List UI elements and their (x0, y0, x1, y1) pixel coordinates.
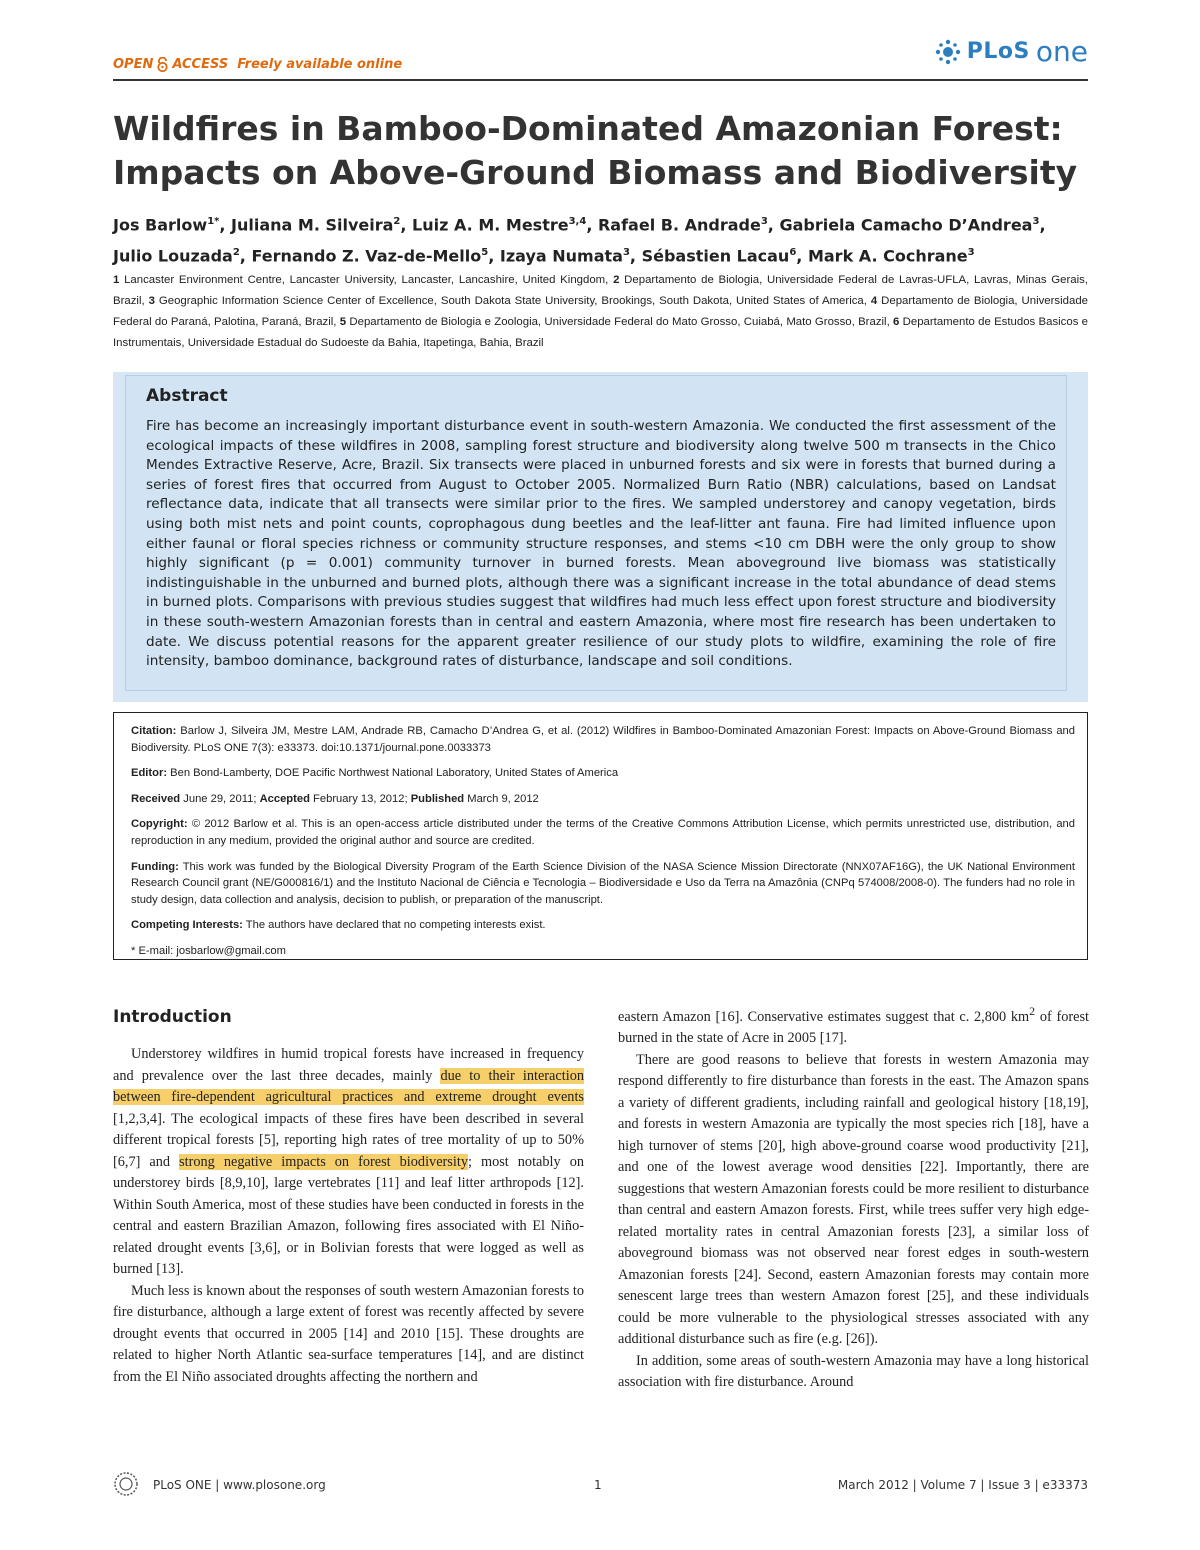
abstract-box (113, 372, 1088, 702)
highlighted-text[interactable]: due to their interaction between fire-dependent agricultural practices and extreme drought events (113, 1067, 584, 1105)
editor-label: Editor: (131, 767, 168, 780)
article-title: Wildfires in Bamboo-Dominated Amazonian Forest: Impacts on Above-Ground Biomass and Biodiversity (113, 109, 1078, 192)
funding-text: This work was funded by the Biological Diversity Program of the Earth Science Division of the NASA Science Mission Directorate (NNX07AF16G), the UK National Environment Research Council grant (NE/G000816/1) and the Instituto Nacional de Ciência e Tecnologia – Biodiversidade e Uso da Terra na Amazônia (CNPq 574008/2008-0). The funders had no role in study design, data collection and analysis, decision to publish, or preparation of the manuscript. (131, 860, 1075, 906)
body-column-left (113, 1044, 584, 1388)
introduction-heading: Introduction (113, 1007, 232, 1027)
logo-one-text: one (1035, 35, 1088, 68)
intro-paragraph-2: Much less is known about the responses of south western Amazonian forests to fire disturbance, although a large extent of forest was recently affected by severe drought events that occurred in 2005 [14] and 2010 [15]. These droughts are related to higher North Atlantic sea-surface temperatures [14], and are distinct from the El Niño associated droughts affecting the northern and (113, 1282, 584, 1385)
access-label: ACCESS (172, 57, 229, 72)
abstract-text: Fire has become an increasingly important disturbance event in south-western Amazonia. We conducted the first assessment of the ecological impacts of these wildfires in 2008, sampling forest structure and biodiversity along twelve 500 m transects in the Chico Mendes Extractive Reserve, Acre, Brazil. Six transects were placed in unburned forests and six were in forests that burned during a series of forest fires that occurred from August to October 2005. Normalized Burn Ratio (NBR) calculations, based on Landsat reflectance data, indicate that all transects were similar prior to the fires. We sampled understorey and canopy vegetation, birds using both mist nets and point counts, coprophagous dung beetles and the leaf-litter ant fauna. Fire had limited influence upon either faunal or floral species richness or community structure responses, and stems <10 cm DBH were the only group to show highly significant (p = 0.001) community turnover in burned forests. Mean aboveground live biomass was statistically indistinguishable in the unburned and burned plots, although there was a significant increase in the total abundance of dead stems in burned plots. Comparisons with previous studies suggest that wildfires had much less effect upon forest structure and biodiversity in these south-western Amazonian forests than in central and eastern Amazonia, where most fire research has been undertaken to date. We discuss potential reasons for the apparent greater resilience of our study plots to wildfire, examining the role of fire intensity, bamboo dominance, background rates of disturbance, landscape and soil conditions. (146, 418, 1056, 670)
abstract-heading: Abstract (146, 386, 228, 406)
dates (131, 791, 1075, 808)
author-affiliation-mark: 5 (481, 247, 489, 259)
highlighted-text[interactable]: strong negative impacts on forest biodiversity (179, 1153, 468, 1170)
citation-label: Citation: (131, 725, 177, 737)
continued-text-a: eastern Amazon [16]. Conservative estimates suggest that c. 2,800 km (618, 1008, 1030, 1025)
author-name: Julio Louzada (113, 246, 233, 266)
corresponding-email[interactable] (131, 943, 1075, 960)
intro-paragraph-continued (618, 1001, 1089, 1050)
competing-interests (131, 917, 1075, 934)
copyright (131, 816, 1075, 849)
open-lock-icon (156, 57, 169, 72)
affiliation-number: 5 (339, 316, 350, 328)
received-date: June 29, 2011; (183, 792, 257, 805)
footer-journal[interactable]: PLoS ONE | www.plosone.org (153, 1478, 326, 1492)
continued-text-b: of forest burned in the state of Acre in 2005 [17]. (618, 1008, 1089, 1047)
affiliation-text: Departamento de Biologia e Zoologia, Universidade Federal do Mato Grosso, Cuiabá, Mato Grosso, Brazil, (349, 316, 894, 328)
affiliation-number: 1 (113, 274, 125, 286)
affiliation-number: 6 (893, 316, 903, 328)
page-footer (113, 1474, 1088, 1498)
plos-one-logo[interactable] (935, 35, 1088, 68)
author-affiliation-mark: 2 (393, 216, 401, 227)
intro-paragraph-1 (113, 1044, 584, 1281)
paragraph-text: ; most notably on understorey birds [8,9,10], large vertebrates [11] and leaf litter arthropods [12]. Within South America, most of these studies have been conducted in forests in the central and eastern Brazilian Amazon, following fires associated with El Niño-related drought events [3,6], or in Bolivian forests that were logged as well as burned [13]. (113, 1153, 584, 1277)
accepted-date: February 13, 2012; (313, 792, 408, 805)
plos-sunburst-icon (935, 39, 961, 65)
footer-issue-info: March 2012 | Volume 7 | Issue 3 | e33373 (837, 1478, 1088, 1492)
affiliation-number: 2 (613, 274, 625, 286)
page-number: 1 (594, 1478, 602, 1492)
author-name: Juliana M. Silveira (231, 215, 394, 235)
author-affiliation-mark: 3 (622, 247, 630, 259)
header-divider (113, 79, 1088, 81)
body-column-right (618, 1001, 1089, 1394)
affiliation-text: Departamento de Biologia, Universidade Federal de Lavras-UFLA, Lavras, Minas Gerais, Brazil, (113, 274, 1089, 307)
email-text[interactable]: * E-mail: josbarlow@gmail.com (131, 944, 286, 957)
author-name: Jos Barlow (113, 215, 208, 235)
citation (131, 723, 1075, 756)
open-access-badge[interactable] (113, 57, 402, 72)
funding (131, 859, 1075, 909)
author-name: Rafael B. Andrade (597, 215, 761, 235)
affiliation-number: 3 (148, 295, 159, 307)
affiliation-list (113, 270, 1088, 354)
freely-available-label: Freely available online (237, 57, 403, 72)
author-affiliation-mark: 6 (789, 247, 797, 259)
author-name: Luiz A. M. Mestre (412, 215, 569, 235)
intro-paragraph-4: In addition, some areas of south-western Amazonia may have a long historical association with fire disturbance. Around (618, 1352, 1089, 1391)
author-name: Gabriela Camacho D’Andrea (779, 215, 1033, 235)
author-name: Izaya Numata (499, 246, 623, 266)
author-affiliation-mark: 3 (760, 216, 768, 227)
km-superscript: 2 (1029, 1004, 1036, 1018)
article-metadata-box (113, 712, 1088, 960)
affiliation-text: Departamento de Biologia, Universidade Federal do Paraná, Palotina, Paraná, Brazil, (113, 295, 1088, 328)
copyright-label: Copyright: (131, 818, 188, 831)
published-date: March 9, 2012 (467, 792, 539, 805)
paragraph-text: [1,2,3,4]. The ecological impacts of these fires have been described in several different tropical forests [5], reporting high rates of tree mortality of up to 50% [6,7] and (113, 1110, 584, 1170)
author-affiliation-mark: 3 (1032, 216, 1040, 227)
paragraph-text: Understorey wildfires in humid tropical forests have increased in frequency and prevalence over the last three decades, mainly (113, 1046, 584, 1084)
affiliation-number: 4 (870, 295, 882, 307)
author-affiliation-mark: 2 (232, 247, 240, 259)
affiliation-text: Departamento de Estudos Basicos e Instrumentais, Universidade Estadual do Sudoeste da Bahia, Itapetinga, Bahia, Brazil (113, 316, 1089, 349)
competing-text: The authors have declared that no competing interests exist. (245, 919, 546, 932)
author-name: Sébastien Lacau (641, 246, 790, 266)
affiliation-text: Geographic Information Science Center of Excellence, South Dakota State University, Brookings, South Dakota, United States of America, (158, 295, 871, 307)
accepted-label: Accepted (259, 792, 310, 805)
affiliation-text: Lancaster Environment Centre, Lancaster University, Lancaster, Lancashire, United Kingdom, (124, 274, 614, 286)
published-label: Published (410, 792, 465, 805)
open-label: OPEN (113, 57, 154, 72)
logo-plos-text: PLoS (966, 39, 1030, 64)
competing-label: Competing Interests: (131, 919, 243, 932)
author-list: Jos Barlow$^{1*}$, Juliana M. Silveira$^2$, Luiz A. M. Mestre$^{3,4}$, Rafael B. Andrade$^3$, Gabriela Camacho D’Andrea$^3$, Julio Louzada$^2$, Fernando Z. Vaz-de-Mello$^5$, Izaya Numata$^3$, Sébastien Lacau$^6$, Mark A. Cochrane$^3$ (113, 215, 1046, 266)
author-name: Fernando Z. Vaz-de-Mello (251, 246, 482, 266)
editor (131, 765, 1075, 782)
received-label: Received (131, 792, 181, 805)
author-affiliation-mark: 1* (207, 216, 220, 227)
intro-paragraph-3: There are good reasons to believe that forests in western Amazonia may respond differently to fire disturbance than forests in the east. The Amazon spans a variety of different gradients, including rainfall and geological history [18,19], and forests in western Amazonia are typically the most species rich [18], have a high turnover of stems [20], high above-ground coarse wood productivity [21], and one of the lowest average wood densities [22]. Importantly, there are suggestions that western Amazonian forests could be more resilient to disturbance than central and eastern Amazon forests. First, while trees suffer very high edge-related mortality rates in central Amazonian forests [23], a similar loss of aboveground biomass was not observed near forest edges in south-western Amazonian forests [24]. Second, eastern Amazonian forests may contain more senescent large trees than western Amazon forest [25], and these individuals could be more vulnerable to the physiological stresses associated with any additional disturbance such as fire (e.g. [26]). (618, 1051, 1089, 1348)
author-name: Mark A. Cochrane (807, 246, 968, 266)
editor-text: Ben Bond-Lamberty, DOE Pacific Northwest National Laboratory, United States of America (170, 767, 619, 780)
citation-text: Barlow J, Silveira JM, Mestre LAM, Andrade RB, Camacho D’Andrea G, et al. (2012) Wildfires in Bamboo-Dominated Amazonian Forest: Impacts on Above-Ground Biomass and Biodiversity. PLoS ONE 7(3): e33373. doi:10.1371/journal.pone.0033373 (131, 725, 1075, 754)
open-access-seal-icon (113, 1471, 139, 1497)
author-affiliation-mark: 3,4 (568, 216, 587, 227)
funding-label: Funding: (131, 860, 179, 873)
copyright-text: © 2012 Barlow et al. This is an open-access article distributed under the terms of the Creative Commons Attribution License, which permits unrestricted use, distribution, and reproduction in any medium, provided the original author and source are credited. (131, 818, 1075, 847)
author-affiliation-mark: 3 (967, 247, 975, 259)
